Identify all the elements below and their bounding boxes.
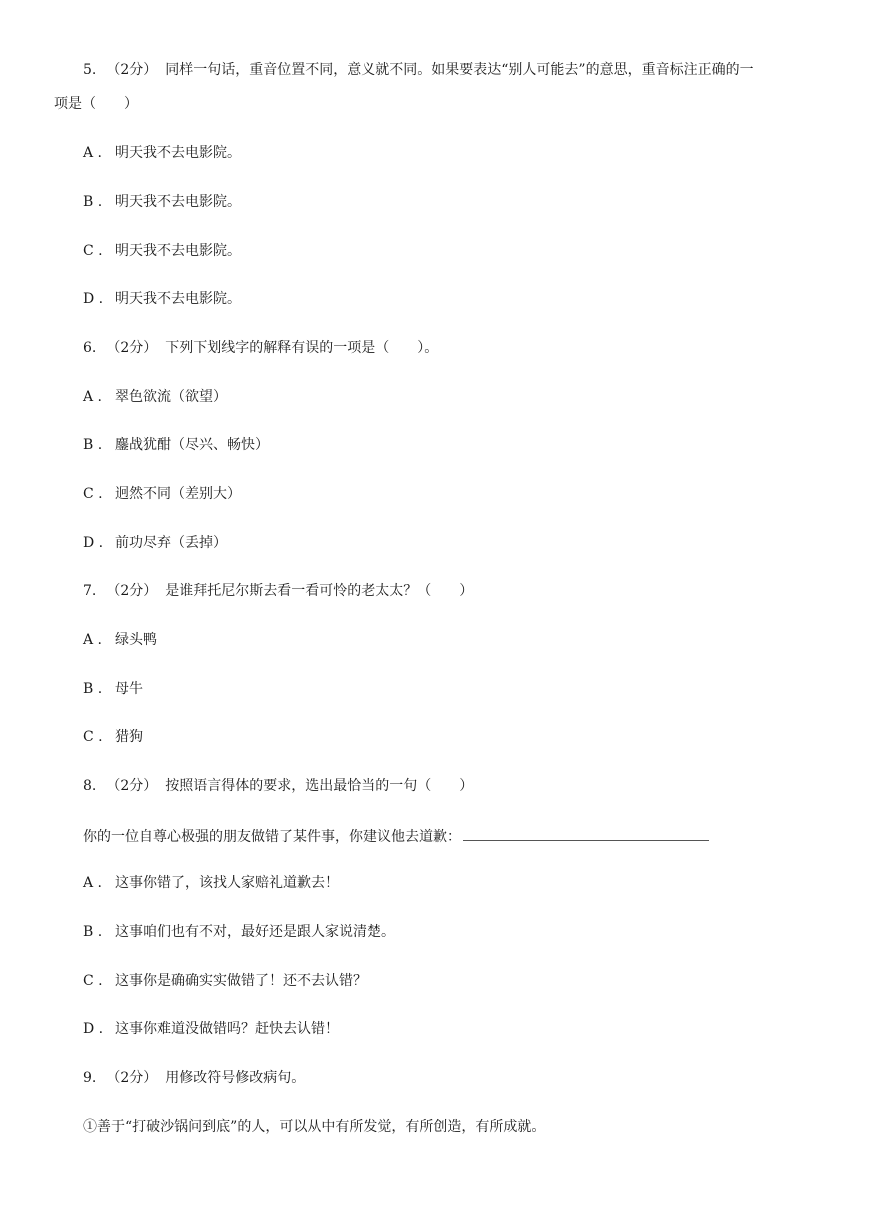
question-points: （2分） [106, 1070, 158, 1086]
question-5-stem-continued [54, 95, 138, 113]
question-5-option-c[interactable] [83, 242, 241, 260]
option-letter: C . [83, 486, 103, 502]
question-points: （2分） [106, 340, 158, 356]
question-5-stem [83, 61, 754, 79]
question-6-option-a[interactable] [83, 388, 227, 406]
question-8-stem [83, 777, 473, 795]
option-text: 明天我不去电影院。 [115, 145, 241, 161]
option-letter: C . [83, 973, 103, 989]
option-text: 母牛 [115, 681, 143, 697]
question-6-option-b[interactable] [83, 436, 269, 454]
question-9-stem [83, 1069, 305, 1087]
question-points: （2分） [106, 62, 158, 78]
prompt-text: 你的一位自尊心极强的朋友做错了某件事，你建议他去道歉： [83, 829, 461, 845]
option-text: 这事咱们也有不对，最好还是跟人家说清楚。 [115, 924, 395, 940]
question-5-option-a[interactable] [83, 144, 241, 162]
question-number: 9. [83, 1070, 97, 1086]
question-number: 7. [83, 583, 97, 599]
question-8-option-b[interactable] [83, 923, 395, 941]
option-text: 这事你难道没做错吗？赶快去认错！ [115, 1021, 339, 1037]
option-letter: B . [83, 194, 103, 210]
option-text: 这事你是确确实实做错了！还不去认错？ [115, 973, 367, 989]
question-5-option-d[interactable] [83, 290, 241, 308]
question-6-option-d[interactable] [83, 534, 227, 552]
option-letter: A . [83, 875, 103, 891]
question-6-option-c[interactable] [83, 485, 241, 503]
question-points: （2分） [106, 583, 158, 599]
question-text: 项是（ ） [54, 96, 138, 112]
option-letter: A . [83, 145, 103, 161]
answer-blank[interactable] [463, 826, 709, 841]
option-letter: A . [83, 389, 103, 405]
question-8-option-c[interactable] [83, 972, 367, 990]
option-text: 明天我不去电影院。 [115, 243, 241, 259]
question-6-stem [83, 339, 438, 357]
option-text: 迥然不同（差别大） [115, 486, 241, 502]
option-text: 猎狗 [115, 729, 143, 745]
question-7-stem [83, 582, 473, 600]
option-text: 明天我不去电影院。 [115, 291, 241, 307]
option-text: 翠色欲流（欲望） [115, 389, 227, 405]
question-text: 下列下划线字的解释有误的一项是（ ）。 [165, 340, 439, 356]
question-9-item-1 [83, 1118, 545, 1136]
question-5-option-b[interactable] [83, 193, 241, 211]
option-letter: D . [83, 1021, 104, 1037]
question-text: 按照语言得体的要求，选出最恰当的一句（ ） [165, 778, 474, 794]
question-text: 用修改符号修改病句。 [165, 1070, 306, 1086]
question-8-option-a[interactable] [83, 874, 339, 892]
option-letter: A . [83, 632, 103, 648]
option-text: 鏖战犹酣（尽兴、畅快） [115, 437, 269, 453]
option-text: 前功尽弃（丢掉） [115, 535, 227, 551]
option-letter: C . [83, 729, 103, 745]
option-letter: D . [83, 535, 104, 551]
option-text: 绿头鸭 [115, 632, 157, 648]
option-text: 明天我不去电影院。 [115, 194, 241, 210]
question-8-option-d[interactable] [83, 1020, 339, 1038]
question-number: 6. [83, 340, 97, 356]
option-text: 这事你错了，该找人家赔礼道歉去！ [115, 875, 339, 891]
option-letter: B . [83, 437, 103, 453]
option-letter: D . [83, 291, 104, 307]
question-text: 同样一句话，重音位置不同，意义就不同。如果要表达“别人可能去”的意思，重音标注正确的一 [165, 62, 754, 78]
question-7-option-c[interactable] [83, 728, 143, 746]
option-letter: B . [83, 681, 103, 697]
question-text: 是谁拜托尼尔斯去看一看可怜的老太太？（ ） [165, 583, 474, 599]
question-8-prompt [83, 826, 709, 846]
question-points: （2分） [106, 778, 158, 794]
question-number: 5. [83, 62, 97, 78]
question-7-option-a[interactable] [83, 631, 157, 649]
option-letter: C . [83, 243, 103, 259]
question-7-option-b[interactable] [83, 680, 143, 698]
option-letter: B . [83, 924, 103, 940]
sentence-text: ①善于“打破沙锅问到底”的人，可以从中有所发觉，有所创造，有所成就。 [83, 1119, 546, 1135]
question-number: 8. [83, 778, 97, 794]
